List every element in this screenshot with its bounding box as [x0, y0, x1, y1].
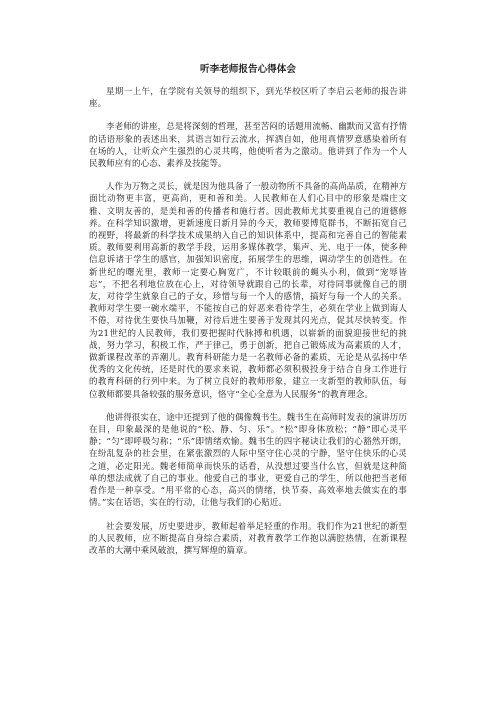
document-title: 听李老师报告心得体会 — [200, 64, 296, 75]
paragraph-intro: 星期一上午，在学院有关领导的组织下，到光华校区听了李启云老师的报告讲座。 — [89, 87, 407, 110]
paragraph-teacher-qualities: 人作为万物之灵长，就是因为他具备了一般动物所不具备的高尚品质，在精神方面比动物更丰富，更高尚，更和善和美。人民教师在人们心目中的形象是端庄文雅、文明友善的，是美和善的传播者和施行者。因此教师尤其要重视自己的道德修养。在科学知识激增，更新速度日新月异的今天，教师要博览群书，不断拓宽自己的视野，将最新的科学技术成果纳入自己的知识体系中，提高和完善自己的智能素质。教师要利用高新的教学手段，运用多媒体教学，集声、光、电于一体，使多种信息诉诸于学生的感官，加强知识密度，拓展学生的思维，调动学生的创造性。在新世纪的曙光里，教师一定要心胸宽广，不计较眼前的蝇头小利，做到“宠辱皆忘”，不把名利地位放在心上，对待领导就跟自己的长辈，对待同事就像自己的朋友，对待学生就象自己的子女，珍惜与每一个人的感情，搞好与每一个人的关系。教师对学生要一碗水端平，不能按自己的好恶来看待学生，必须在学业上做到诲人不倦，对待优生要快马加鞭，对待后进生要善于发现其闪光点，促其尽快转变。作为21世纪的人民教师，我们要把握时代脉搏和机遇，以崭新的面貌迎接世纪的挑战，努力学习，积极工作，严于律己，勇于创新，把自己锻炼成为高素质的人才，做新课程改革的弄潮儿。教育科研能力是一名教师必备的素质，无论是从弘扬中华优秀的文化传统，还是时代的要求来说，教师都必须积极投身于结合自身工作进行的教育科研的行列中来。为了树立良好的教师形象，建立一支新型的教师队伍，每位教师都要具备较强的服务意识，恪守“全心全意为人民服务”的教育理念。 — [89, 182, 408, 400]
paragraph-conclusion: 社会要发展，历史要进步，教师起着举足轻重的作用。我们作为21世纪的新型的人民教师，应不断提高自身综合素质，对教育教学工作抱以满腔热情，在新课程改革的大潮中乘风破浪，撰写辉煌的篇章。 — [89, 521, 407, 556]
paragraph-lecture-style: 李老师的讲座，总是将深刻的哲理，甚至苦闷的话题用流畅、幽默而又富有抒情的话语形象的表述出来，其语言如行云流水，挥洒自如，他用真情罗意感染着所有在场的人，让听众产生强烈的心灵共鸣，他使听者为之激动。他讲到了作为一个人民教师应有的心态、素养及技能等。 — [89, 122, 408, 170]
paragraph-wei-shusheng: 他讲得很实在，途中还提到了他的偶像魏书生。魏书生在高师时发表的演讲历历在目，印象最深的是他说的“松、静、匀、乐”。“松”即身体放松；“静”即心灵平静；“匀”即呼吸匀称；“乐”即情绪欢愉。魏书生的四字秘诀让我们的心豁然开朗，在纷乱复杂的社会里，在紧张激烈的人际中坚守住心灵的宁静，坚守住快乐的心灵之道，必定阳光。魏老师简单而快乐的话看，从没想过要当什么官，但就是这种简单的想法成就了自己的事业。他爱自己的事业，更爱自己的学生，所以他把当老师看作是一种享受。“用平常的心态，高兴的情绪，快节奏、高效率地去做实在的事情。”实在话语，实在的行动，让他与我们的心贴近。 — [89, 412, 408, 509]
